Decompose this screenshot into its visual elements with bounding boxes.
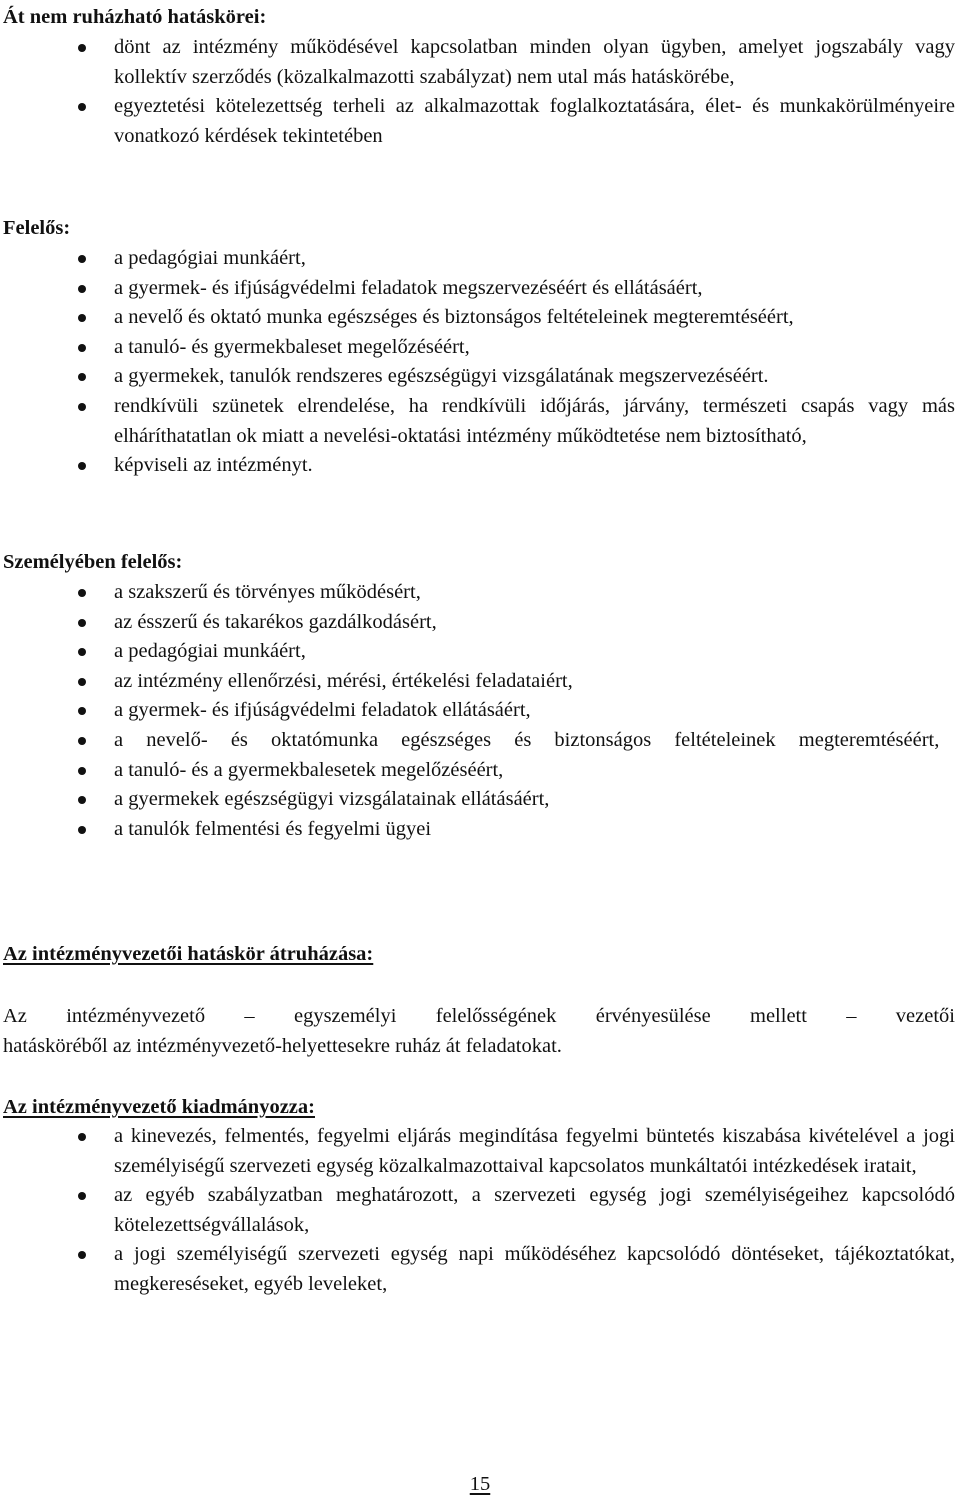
list-item — [0, 362, 955, 392]
bullet-icon — [78, 1192, 86, 1200]
list-item-text: a pedagógiai munkáért, — [114, 247, 306, 269]
list-item — [0, 608, 955, 638]
list-item-text: a gyermek- és ifjúságvédelmi feladatok ellátásáért, — [114, 699, 531, 722]
list-item — [0, 392, 955, 451]
bullet-icon — [78, 1133, 86, 1141]
list-item — [0, 578, 955, 608]
bullet-icon — [78, 44, 86, 52]
personally-responsible-list — [0, 578, 955, 844]
bullet-icon — [78, 767, 86, 775]
list-item — [0, 303, 955, 333]
list-item — [0, 333, 955, 363]
list-item — [0, 785, 955, 815]
bullet-icon — [78, 403, 86, 411]
list-item — [0, 726, 955, 756]
paragraph-line: Az intézményvezető – egyszemélyi felelősségének érvényesülése mellett – vezetői — [3, 1005, 955, 1027]
bullet-icon — [78, 1251, 86, 1259]
heading-issues-documents: Az intézményvezető kiadmányozza: — [3, 1096, 315, 1118]
heading-delegation-of-powers: Az intézményvezetői hatáskör átruházása: — [3, 943, 374, 965]
list-item — [0, 667, 955, 697]
list-item — [0, 274, 955, 304]
list-item-text: a kinevezés, felmentés, fegyelmi eljárás megindítása fegyelmi büntetés kiszabása kivételével a jogi személyiségű szervezeti egység közalkalmazottaival kapcsolatos munkáltatói intézkedések iratait, — [114, 1125, 955, 1177]
list-item-text: a gyermek- és ifjúságvédelmi feladatok megszervezéséért és ellátásáért, — [114, 276, 703, 299]
list-item-text: az ésszerű és takarékos gazdálkodásért, — [114, 610, 437, 633]
list-item-text: a tanuló- és a gyermekbalesetek megelőzéséért, — [114, 758, 504, 781]
heading-personally-responsible: Személyében felelős: — [3, 551, 183, 573]
bullet-icon — [78, 344, 86, 352]
bullet-icon — [78, 826, 86, 834]
bullet-icon — [78, 462, 86, 470]
list-item-text: dönt az intézmény működésével kapcsolatban minden olyan ügyben, amelyet jogszabály vagy kollektív szerződés (közalkalmazotti szabályzat) nem utal más hatáskörébe, — [114, 36, 955, 88]
list-item-text: a gyermekek egészségügyi vizsgálatainak ellátásáért, — [114, 788, 550, 811]
heading-non-delegable-powers: Át nem ruházható hatáskörei: — [3, 6, 267, 28]
bullet-icon — [78, 314, 86, 322]
list-item — [0, 756, 955, 786]
list-item — [0, 815, 955, 845]
bullet-icon — [78, 737, 86, 745]
list-item — [0, 1240, 955, 1299]
list-item-text: a jogi személyiségű szervezeti egység napi működéséhez kapcsolódó döntéseket, tájékoztatókat, megkereséseket, egyéb leveleket, — [114, 1243, 955, 1295]
list-item-text: egyeztetési kötelezettség terheli az alkalmazottak foglalkoztatására, élet- és munkakörülményeire vonatkozó kérdések tekintetében — [114, 95, 955, 147]
list-item-text: a pedagógiai munkáért, — [114, 640, 306, 663]
bullet-icon — [78, 648, 86, 656]
list-item — [0, 244, 955, 274]
bullet-icon — [78, 103, 86, 111]
issues-documents-list — [0, 1122, 955, 1300]
list-item — [0, 637, 955, 667]
list-item-text: az egyéb szabályzatban meghatározott, a szervezeti egység jogi személyiségeihez kapcsolódó kötelezettségvállalások, — [114, 1184, 955, 1236]
responsible-list — [0, 244, 955, 481]
non-delegable-powers-list — [0, 33, 955, 151]
list-item — [0, 451, 955, 481]
delegation-paragraph — [3, 1002, 955, 1061]
bullet-icon — [78, 589, 86, 597]
list-item — [0, 33, 955, 92]
bullet-icon — [78, 796, 86, 804]
list-item — [0, 92, 955, 151]
list-item-text: a gyermekek, tanulók rendszeres egészségügyi vizsgálatának megszervezéséért. — [114, 365, 769, 388]
list-item-text: a tanulók felmentési és fegyelmi ügyei — [114, 817, 432, 840]
list-item-text: a tanuló- és gyermekbaleset megelőzéséért, — [114, 335, 470, 358]
list-item — [0, 1181, 955, 1240]
list-item-text: az intézmény ellenőrzési, mérési, értékelési feladataiért, — [114, 669, 573, 692]
list-item — [0, 696, 955, 726]
bullet-icon — [78, 373, 86, 381]
heading-responsible: Felelős: — [3, 217, 71, 239]
bullet-icon — [78, 255, 86, 263]
list-item-text: a szakszerű és törvényes működésért, — [114, 581, 421, 603]
page-number: 15 — [469, 1473, 491, 1495]
list-item-text: a nevelő és oktató munka egészséges és biztonságos feltételeinek megteremtéséért, — [114, 306, 794, 329]
bullet-icon — [78, 707, 86, 715]
list-item-text: rendkívüli szünetek elrendelése, ha rendkívüli időjárás, járvány, természeti csapás vagy más elháríthatatlan ok miatt a nevelési-oktatási intézmény működtetése nem biztosítható, — [114, 394, 955, 447]
list-item — [0, 1122, 955, 1181]
bullet-icon — [78, 619, 86, 627]
list-item-text: a nevelő- és oktatómunka egészséges és biztonságos feltételeinek megteremtéséért, — [114, 728, 940, 751]
bullet-icon — [78, 285, 86, 293]
bullet-icon — [78, 678, 86, 686]
paragraph-line: hatásköréből az intézményvezető-helyettesekre ruház át feladatokat. — [3, 1034, 562, 1057]
list-item-text: képviseli az intézményt. — [114, 454, 313, 477]
